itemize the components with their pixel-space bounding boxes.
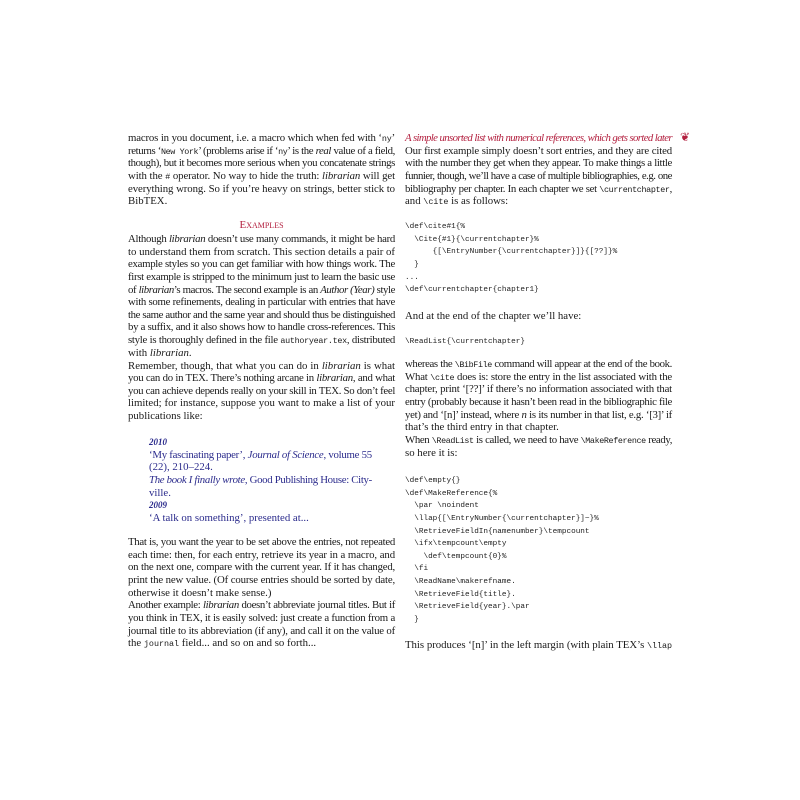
code-line: \def\cite#1{% (405, 223, 465, 231)
text-line (405, 639, 672, 652)
text-line (128, 612, 395, 625)
whereas-paragraph (405, 358, 672, 434)
text-line (128, 233, 395, 246)
text-line (128, 145, 395, 158)
code-line: \def\empty{} (405, 477, 461, 485)
text-run: ready, (645, 433, 673, 446)
text-run: command will appear at the end of the book. (491, 358, 672, 370)
text-line (128, 360, 395, 373)
text-run: otherwise it doesn’t make sense.) (128, 586, 272, 599)
text-line (128, 410, 395, 423)
text-line (405, 447, 672, 460)
code-line: \RetrieveFieldIn{namenumber}\tempcount (405, 527, 590, 536)
text-run: Another example: (128, 599, 203, 612)
readlist-paragraph (405, 434, 672, 459)
emphasis-text: real (315, 144, 332, 157)
text-run: to understand them from scratch. This section details a pair of (128, 245, 395, 258)
code-line: \ifx\tempcount\empty (405, 540, 507, 549)
text-run: will get (360, 169, 395, 182)
code-line: \Cite{#1}{\currentchapter}% (405, 235, 539, 244)
text-line (128, 587, 395, 600)
text-run: doesn’t use many commands, it might be hard (205, 233, 395, 245)
inline-code: \BibFile (454, 360, 492, 370)
text-line (405, 409, 672, 422)
text-run: . (188, 346, 192, 359)
code-line: } (405, 260, 419, 269)
text-line (128, 132, 395, 145)
text-run: first example is stripped to the minimum just to learn the basic use (128, 270, 395, 283)
text-run: with the (128, 169, 166, 182)
text-line (405, 183, 672, 196)
produces-paragraph (405, 639, 672, 652)
inline-code: \cite (430, 372, 455, 383)
text-line (405, 371, 672, 384)
emphasis-text: 2009 (149, 500, 167, 511)
text-run: on the next one, compare with the current year. If it has changed, (128, 561, 395, 574)
inline-code: \ReadList (431, 435, 474, 446)
code-line: \par \noindent (405, 502, 479, 511)
text-run: ’s macros. The second example is an (173, 283, 321, 296)
text-run: is what (360, 359, 395, 372)
text-run: so here it is: (405, 446, 458, 459)
code-line: \fi (405, 565, 429, 574)
text-line (405, 170, 672, 183)
text-run: publications like: (128, 410, 203, 423)
text-run: limited; for instance, suppose you want to make a list of your (128, 397, 395, 410)
text-line (128, 170, 395, 183)
emphasis-text: librarian (321, 359, 361, 372)
code-line: \ReadName\makerefname. (405, 578, 516, 587)
examples-paragraph (128, 233, 395, 359)
text-run: field... and so on and so forth... (179, 637, 317, 650)
text-run: macros in you document, i.e. a macro which when fed with ‘ (128, 132, 382, 144)
text-line (405, 383, 672, 396)
inline-code: New York (160, 146, 199, 157)
code-line: ... (405, 273, 419, 282)
text-line (128, 536, 395, 549)
text-line (405, 421, 672, 434)
text-run: is its number in that list, e.g. ‘[3]’ if (526, 408, 672, 421)
text-line (149, 499, 373, 512)
text-line (128, 334, 395, 347)
text-run: ‘My fascinating paper’, (149, 448, 248, 461)
text-line (128, 549, 395, 562)
code-line: \def\currentchapter{chapter1} (405, 286, 539, 295)
text-line (128, 372, 395, 385)
text-run: (22), 210–224. (149, 461, 213, 474)
text-run: value of a field, (331, 144, 395, 157)
text-run: ’ (391, 132, 395, 144)
code-block-makereference (405, 475, 599, 627)
text-run: ’ (problems arise if ‘ (198, 144, 279, 157)
end-of-chapter-paragraph (405, 310, 672, 323)
text-run: does is: store the entry in the list associated with the (454, 370, 672, 383)
text-run: And at the end of the chapter we’ll have: (405, 310, 582, 322)
text-run: This produces ‘[n]’ in the left margin (with plain TEX’s (405, 639, 648, 651)
text-line (128, 637, 395, 650)
emphasis-text: Journal of Science (247, 448, 324, 461)
year-paragraph (128, 536, 395, 599)
code-line: \RetrieveField{title}. (405, 590, 516, 599)
text-line (128, 296, 395, 309)
emphasis-text: librarian (138, 283, 174, 296)
text-run: entry (probably because it hasn’t been read in the bibliographic file (405, 395, 672, 408)
text-run: operator. No way to hide the truth: (170, 169, 323, 182)
text-line (405, 145, 672, 158)
inline-code: authoryear.tex (280, 336, 347, 347)
emphasis-text: The book I finally wrote (149, 473, 245, 486)
text-line (128, 625, 395, 638)
text-line (149, 512, 373, 525)
section-heading-examples: Examples (239, 219, 284, 231)
text-run: What (405, 370, 431, 383)
subsection-heading-text: A simple unsorted list with numerical references, which gets sorted later (405, 132, 672, 144)
text-line (128, 271, 395, 284)
text-run: and (405, 195, 424, 208)
text-line (405, 434, 672, 447)
text-line (128, 284, 395, 297)
text-run: you can do in TEX. There’s nothing arcane in (128, 372, 317, 385)
fleuron-icon: ❦ (680, 130, 691, 144)
text-run: with the number they get when they appear. To make things a little (405, 157, 672, 170)
text-line (128, 246, 395, 259)
text-line (128, 157, 395, 170)
code-line: \llap{[\EntryNumber{\currentchapter}]~}% (405, 514, 599, 523)
text-run: each time: then, for each entry, retrieve its year in a macro, and (128, 548, 395, 561)
text-run: , distributed (346, 334, 395, 347)
text-run: the (128, 637, 144, 650)
inline-code: ny (278, 146, 288, 157)
text-run: ’ is the (287, 144, 316, 157)
emphasis-text: librarian (168, 233, 206, 245)
text-line (128, 183, 395, 196)
code-line: \def\tempcount{0}% (405, 552, 507, 561)
text-run: ‘A talk on something’, presented at... (149, 511, 309, 524)
text-line (149, 436, 373, 449)
text-run: style is thoroughly defined in the file (128, 334, 281, 347)
inline-code: # (165, 171, 171, 182)
intro-paragraph (128, 132, 395, 208)
text-run: funnier, though, we’ll have a case of multiple bibliographies, e.g. one (405, 169, 672, 182)
text-run: of (128, 283, 139, 296)
code-line: {[\EntryNumber{\currentchapter}]}{[??]}% (405, 248, 618, 257)
text-run: Although (128, 233, 169, 245)
emphasis-text: librarian (149, 346, 189, 359)
text-run: When (405, 433, 432, 446)
text-run: That is, you want the year to be set above the entries, not repeated (128, 536, 395, 548)
text-line (128, 321, 395, 334)
text-run: yet) and ‘[n]’ instead, where (405, 408, 522, 421)
text-line (128, 397, 395, 410)
code-block-readlist (405, 336, 525, 349)
text-line (149, 487, 373, 500)
text-run: journal title to its abbreviation (if any), and call it on the value of (128, 624, 395, 637)
emphasis-text: 2010 (149, 437, 167, 447)
text-line (128, 574, 395, 587)
emphasis-text: librarian (316, 372, 353, 385)
text-run: is as follows: (448, 195, 509, 208)
text-line (128, 347, 395, 360)
emphasis-text: librarian (202, 599, 239, 612)
code-line: \ReadList{\currentchapter} (405, 338, 525, 346)
text-line (128, 385, 395, 398)
emphasis-text: n (521, 408, 527, 421)
text-run: , and what (352, 372, 395, 385)
emphasis-text: librarian (322, 169, 361, 182)
text-line (128, 561, 395, 574)
text-run: chapter, print ‘[??]’ if there’s no information associated with that (405, 383, 672, 396)
text-run: ville. (149, 486, 171, 499)
code-block-cite (405, 221, 617, 297)
first-example-paragraph (405, 145, 672, 208)
text-line (149, 449, 373, 462)
text-run: print the new value. (Of course entries should be sorted by date, (128, 573, 395, 586)
text-run: Our first example simply doesn’t sort entries, and they are cited (405, 144, 672, 157)
inline-code: journal (143, 639, 180, 650)
text-line (128, 599, 395, 612)
abbreviation-paragraph (128, 599, 395, 650)
text-line (405, 310, 672, 323)
text-run: by a suffix, and it also shows how to handle cross-references. This (128, 321, 395, 334)
text-run: with some refinements, dealing in particular with entries that have (128, 296, 395, 309)
inline-code: \cite (423, 197, 449, 208)
text-line (149, 474, 373, 487)
subsection-heading (405, 132, 672, 145)
text-run: BibTEX. (128, 195, 168, 208)
text-run: whereas the (405, 358, 455, 370)
text-line (128, 195, 395, 208)
remember-paragraph (128, 360, 395, 423)
text-run: bibliography per chapter. In each chapter we set (405, 182, 600, 195)
text-run: you can achieve depends really on your skill in TEX. So don’t feel (128, 384, 395, 397)
text-run: you think in TEX, it is easily solved: just create a function from a (128, 611, 395, 624)
text-run: the same author and the same year and should thus be distinguished (128, 308, 395, 321)
text-run: doesn’t abbreviate journal titles. But if (238, 599, 396, 612)
text-run: though), but it becomes more serious when you concatenate strings (128, 157, 395, 170)
text-line (128, 309, 395, 322)
text-line (405, 396, 672, 409)
emphasis-text: Author (Year) (320, 283, 375, 296)
text-line (405, 157, 672, 170)
text-run: that’s the third entry in that chapter. (405, 421, 559, 434)
inline-code: \MakeReference (580, 435, 646, 446)
text-line (405, 195, 672, 208)
text-line (149, 461, 373, 474)
text-run: example styles so you can get familiar with how things work. The (128, 258, 395, 271)
text-run: is called, we need to have (473, 433, 581, 446)
text-run: Remember, though, that what you can do in (128, 359, 322, 372)
text-run: everything wrong. So if you’re heavy on strings, better stick to (128, 182, 395, 195)
text-run: , volume 55 (323, 448, 372, 461)
text-line (128, 258, 395, 271)
inline-code: ny (381, 134, 392, 144)
text-run: style (374, 283, 395, 296)
inline-code: \llap (647, 641, 672, 651)
text-run: returns ‘ (128, 144, 161, 157)
code-line: \def\MakeReference{% (405, 489, 498, 498)
text-line (405, 358, 672, 371)
code-line: } (405, 616, 419, 625)
text-run: , Good Publishing House: City- (244, 473, 372, 486)
sample-bibliography (149, 436, 373, 524)
inline-code: \currentchapter (599, 184, 670, 195)
text-run: , (669, 182, 672, 195)
text-run: with (128, 346, 150, 359)
code-line: \RetrieveField{year}.\par (405, 603, 530, 612)
